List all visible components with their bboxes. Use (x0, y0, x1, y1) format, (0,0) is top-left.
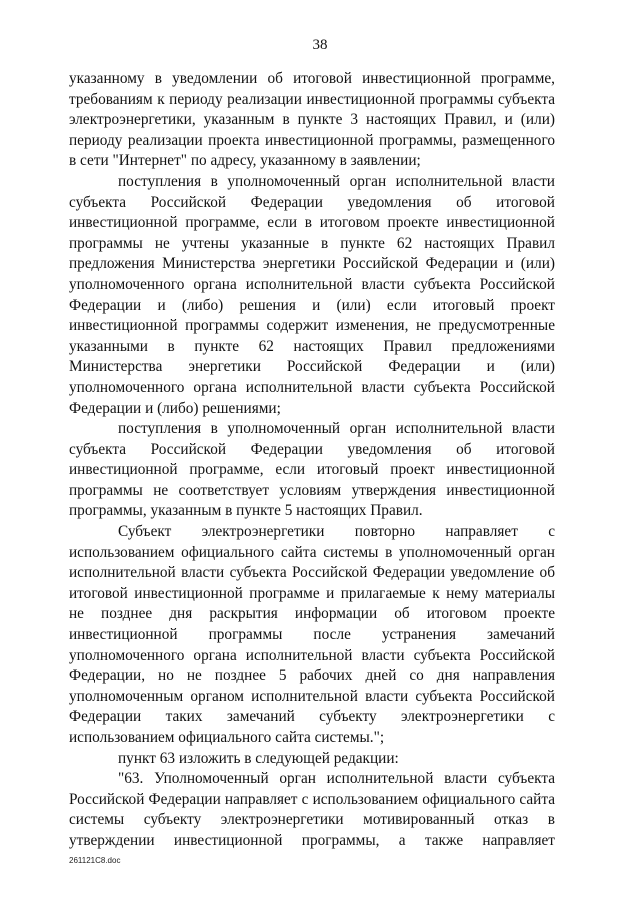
paragraph-6: "63. Уполномоченный орган исполнительной власти субъекта Российской Федерации направляет с использованием официального сайта системы субъекту электроэнергетики мотивированный отказ в утверждении инвестиционной программы, а также направляет (69, 770, 555, 849)
paragraph-4: Субъект электроэнергетики повторно направляет с использованием официального сайта системы в уполномоченный орган исполнительной власти субъекта Российской Федерации уведомление об итоговой инвестиционной программе и прилагаемые к нему материалы не позднее дня раскрытия информации об итоговом проекте инвестиционной программы после устранения замечаний уполномоченного органа исполнительной власти субъекта Российской Федерации, но не позднее 5 рабочих дней со дня направления уполномоченным органом исполнительной власти субъекта Российской Федерации таких замечаний субъекту электроэнергетики с использованием официального сайта системы."; (69, 523, 555, 746)
paragraph-1: указанному в уведомлении об итоговой инвестиционной программе, требованиям к периоду реализации инвестиционной программы субъекта электроэнергетики, указанным в пункте 3 настоящих Правил, и (или) периоду реализации проекта инвестиционной программы, размещенного в сети "Интернет" по адресу, указанному в заявлении; (69, 70, 555, 170)
paragraph-5: пункт 63 изложить в следующей редакции: (118, 749, 399, 767)
document-body (69, 69, 555, 852)
document-filename: 261121C8.doc (69, 856, 121, 865)
page-number: 38 (312, 37, 328, 53)
paragraph-3: поступления в уполномоченный орган исполнительной власти субъекта Российской Федерации уведомления об итоговой инвестиционной программе, если итоговый проект инвестиционной программы не соответствует условиям утверждения инвестиционной программы, указанным в пункте 5 настоящих Правил. (69, 420, 555, 520)
paragraph-2: поступления в уполномоченный орган исполнительной власти субъекта Российской Федерации уведомления об итоговой инвестиционной программе, если в итоговом проекте инвестиционной программы не учтены указанные в пункте 62 настоящих Правил предложения Министерства энергетики Российской Федерации и (или) уполномоченного органа исполнительной власти субъекта Российской Федерации и (либо) решения и (или) если итоговый проект инвестиционной программы содержит изменения, не предусмотренные указанными в пункте 62 настоящих Правил предложениями Министерства энергетики Российской Федерации и (или) уполномоченного органа исполнительной власти субъекта Российской Федерации и (либо) решениями; (69, 172, 555, 417)
